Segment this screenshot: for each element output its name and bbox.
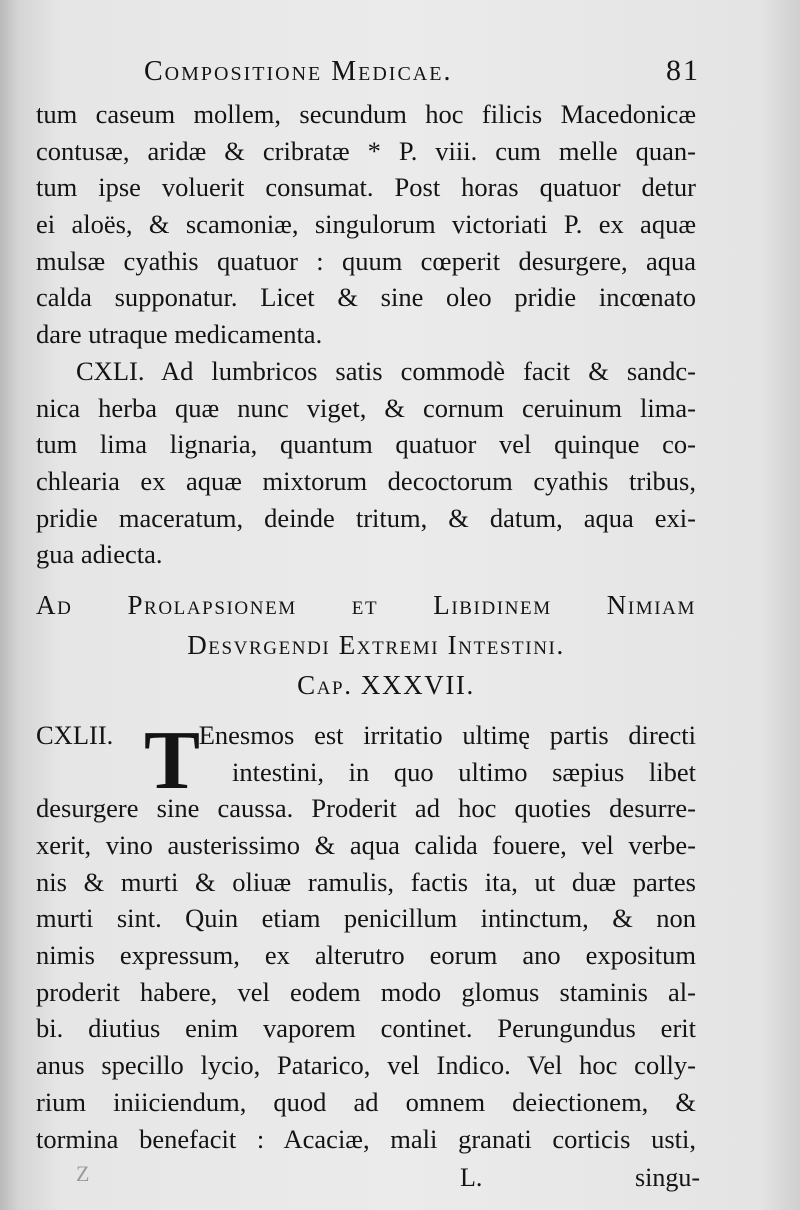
chapter-title-line: Desvrgendi Extremi Intestini. <box>187 629 565 660</box>
catchword: singu- <box>635 1163 700 1193</box>
chapter-title-line: Ad Prolapsionem et Libidinem Nimiam <box>36 589 696 620</box>
text-line: nis & murti & oliuæ ramulis, factis ita, ut duæ partes <box>36 866 696 897</box>
paragraph-top <box>36 96 696 353</box>
text-line: anus specillo lycio, Patarico, vel Indico. Vel hoc colly- <box>36 1050 696 1081</box>
page-number: 81 <box>666 54 700 87</box>
text-line: contusæ, aridæ & cribratæ * P. viii. cum melle quan- <box>36 135 696 166</box>
chapter-number: Cap. XXXVII. <box>297 669 475 700</box>
faint-mark: Z <box>76 1161 90 1187</box>
text-line: desurgere sine caussa. Proderit ad hoc quoties desurre- <box>36 793 696 824</box>
text-line: ei aloës, & scamoniæ, singulorum victoriati P. ex aquæ <box>36 209 696 240</box>
paragraph-number: CXLII. <box>36 719 114 750</box>
text-line: nica herba quæ nunc viget, & cornum ceruinum lima- <box>36 392 696 423</box>
text-line <box>36 717 696 754</box>
text-line: tum lima lignaria, quantum quatuor vel quinque co- <box>36 429 696 460</box>
text-line: chlearia ex aquæ mixtorum decoctorum cyathis tribus, <box>36 465 696 496</box>
text-line: nimis expressum, ex alterutro eorum ano expositum <box>36 940 696 971</box>
text-line: rium iniiciendum, quod ad omnem deiectionem, & <box>36 1086 696 1117</box>
chapter-heading <box>36 585 696 705</box>
text-line: xerit, vino austerissimo & aqua calida fouere, vel verbe- <box>36 830 696 860</box>
text-line: proderit habere, vel eodem modo glomus staminis al- <box>36 976 696 1007</box>
text-line: pridie maceratum, deinde tritum, & datum, aqua exi- <box>36 502 696 533</box>
text-line: calda supponatur. Licet & sine oleo pridie incœnato <box>36 282 696 313</box>
first-line-text: Enesmos est irritatio ultimę partis directi <box>198 719 696 750</box>
page-footer <box>36 1157 700 1201</box>
text-line: CXLI. Ad lumbricos satis commodè facit & sandc- <box>76 355 696 386</box>
text-line: tum caseum mollem, secundum hoc filicis Macedonicæ <box>36 99 696 129</box>
text-line: tum ipse voluerit consumat. Post horas quatuor detur <box>36 172 696 203</box>
text-line: gua adiecta. <box>36 539 163 570</box>
text-line: dare utraque medicamenta. <box>36 319 323 350</box>
text-block <box>36 52 700 1201</box>
paragraph-cxlii <box>36 713 696 1157</box>
text-line: bi. diutius enim vaporem continet. Perungundus erit <box>36 1013 696 1044</box>
paragraph-cxli <box>36 353 696 573</box>
running-head-title: Compositione Medicae. <box>144 56 453 87</box>
text-line: tormina benefacit : Acaciæ, mali granati corticis usti, <box>36 1123 696 1154</box>
drop-cap: T <box>144 713 201 807</box>
text-line: mulsæ cyathis quatuor : quum cœperit desurgere, aqua <box>36 245 696 276</box>
text-line: intestini, in quo ultimo sæpius libet <box>232 756 696 787</box>
signature-mark: L. <box>460 1163 483 1193</box>
text-line: murti sint. Quin etiam penicillum intinctum, & non <box>36 903 696 934</box>
running-head <box>36 52 700 96</box>
